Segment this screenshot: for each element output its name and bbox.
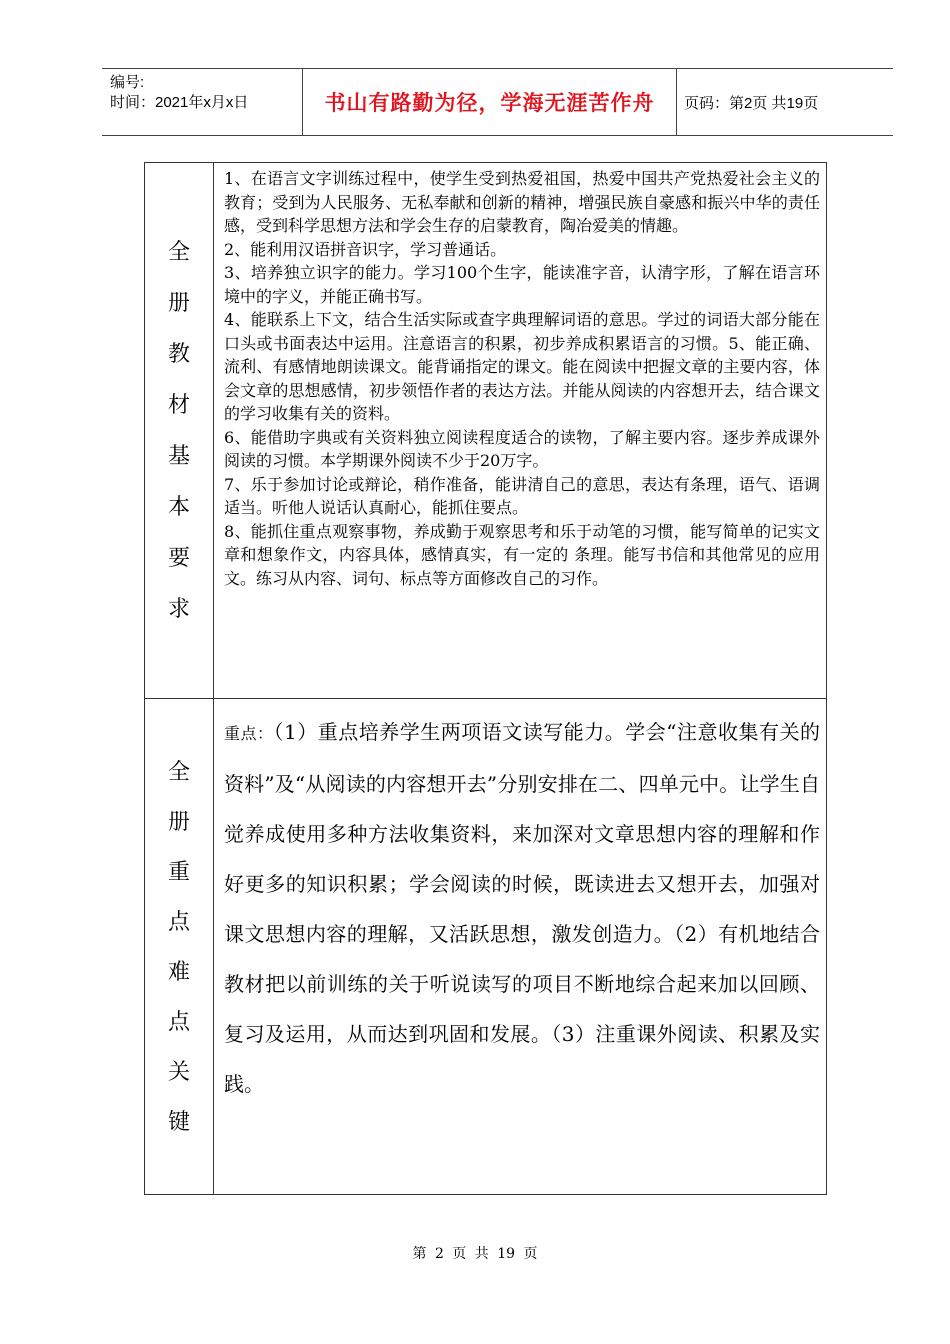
header-page-info: 页码：第2页 共19页 — [684, 94, 819, 112]
label-char: 关 — [167, 1059, 190, 1085]
header-meta — [110, 73, 248, 113]
label-char: 求 — [167, 596, 190, 622]
requirement-paragraph: 3、培养独立识字的能力。学习100个生字，能读准字音，认清字形，了解在语言环境中的字义，并能正确书写。 — [224, 263, 820, 306]
page-footer: 第 2 页 共 19 页 — [412, 1246, 538, 1262]
row-label-basic-requirements — [145, 163, 213, 698]
table-row-divider — [145, 698, 826, 699]
page-header — [102, 68, 893, 136]
label-char: 键 — [167, 1109, 190, 1135]
requirements-table — [144, 162, 827, 1195]
label-char: 点 — [167, 909, 190, 935]
label-char: 点 — [167, 1009, 190, 1035]
label-char: 重 — [167, 859, 190, 885]
header-divider — [676, 69, 677, 135]
label-char: 册 — [167, 290, 190, 316]
header-motto: 书山有路勤为径，学海无涯苦作舟 — [324, 92, 655, 115]
serial-number-label: 编号: — [110, 74, 145, 91]
requirement-paragraph: 6、能借助字典或有关资料独立阅读程度适合的读物，了解主要内容。逐步养成课外阅读的习惯。本学期课外阅读不少于20万字。 — [224, 427, 820, 470]
label-char: 材 — [167, 392, 190, 418]
label-char: 要 — [167, 545, 190, 571]
requirement-paragraph: 4、能联系上下文，结合生活实际或查字典理解词语的意思。学过的词语大部分能在口头或书面表达中运用。注意语言的积累，初步养成积累语言的习惯。5、能正确、流利、有感情地朗读课文。能背诵指定的课文。能在阅读中把握文章的主要内容，体会文章的思想感情，初步领悟作者的表达方法。并能从阅读的内容想开去，结合课文的学习收集有关的资料。 — [224, 310, 820, 423]
label-char: 册 — [167, 809, 190, 835]
key-points-content — [224, 707, 820, 1109]
requirement-paragraph: 7、乐于参加讨论或辩论，稍作准备，能讲清自己的意思，表达有条理，语气、语调适当。听他人说话认真耐心，能抓住要点。 — [224, 474, 820, 517]
label-char: 基 — [167, 443, 190, 469]
key-points-lead: 重点： — [224, 724, 274, 743]
requirement-paragraph: 8、能抓住重点观察事物，养成勤于观察思考和乐于动笔的习惯，能写简单的记实文章和想象作文，内容具体，感情真实，有一定的 条理。能写书信和其他常见的应用文。练习从内容、词句、标点等方面修改自己的习作。 — [224, 521, 820, 588]
basic-requirements-content — [224, 167, 820, 590]
label-char: 全 — [167, 759, 190, 785]
label-char: 全 — [167, 239, 190, 265]
table-column-divider — [213, 163, 214, 1194]
row-label-key-points — [145, 699, 213, 1196]
key-points-text: （1）重点培养学生两项语文读写能力。学会“注意收集有关的资料”及“从阅读的内容想开去”分别安排在二、四单元中。让学生自觉养成使用多种方法收集资料，来加深对文章思想内容的理解和作好更多的知识积累；学会阅读的时候，既读进去又想开去，加强对课文思想内容的理解，又活跃思想，激发创造力。（2）有机地结合教材把以前训练的关于听说读写的项目不断地综合起来加以回顾、复习及运用，从而达到巩固和发展。（3）注重课外阅读、积累及实践。 — [224, 720, 820, 1096]
label-char: 本 — [167, 494, 190, 520]
requirement-paragraph: 2、能利用汉语拼音识字，学习普通话。 — [224, 239, 507, 259]
requirement-paragraph: 1、在语言文字训练过程中，使学生受到热爱祖国，热爱中国共产党热爱社会主义的教育；受到为人民服务、无私奉献和创新的精神，增强民族自豪感和振兴中华的责任感，受到科学思想方法和学会生存的启蒙教育，陶冶爱美的情趣。 — [224, 169, 820, 235]
label-char: 教 — [167, 341, 190, 367]
date-label: 时间：2021年x月x日 — [110, 94, 249, 111]
label-char: 难 — [167, 959, 190, 985]
